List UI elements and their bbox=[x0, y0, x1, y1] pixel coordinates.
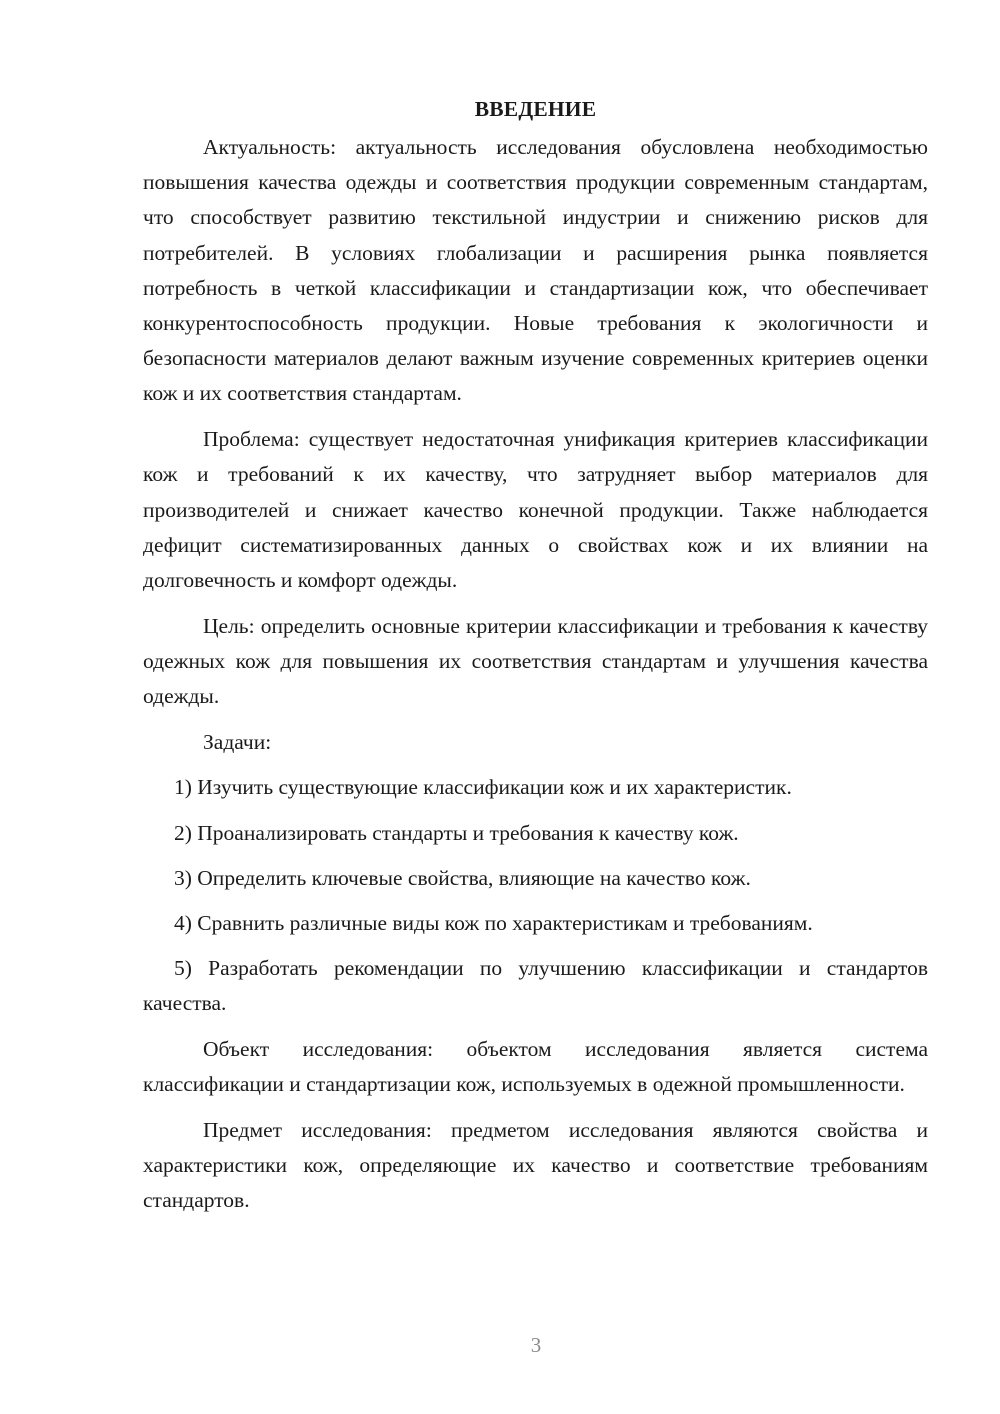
subject-paragraph: Предмет исследования: предметом исследования являются свойства и характеристики кож, определяющие их качество и соответствие требованиям стандартов. bbox=[143, 1117, 928, 1212]
tasks-heading: Задачи: bbox=[203, 729, 272, 754]
object-paragraph: Объект исследования: объектом исследования является система классификации и стандартизации кож, используемых в одежной промышленности. bbox=[143, 1036, 928, 1096]
task-item-5: 5) Разработать рекомендации по улучшению классификации и стандартов качества. bbox=[143, 956, 928, 1016]
task-item-2: 2) Проанализировать стандарты и требования к качеству кож. bbox=[174, 820, 739, 845]
task-item-1: 1) Изучить существующие классификации кож и их характеристик. bbox=[174, 775, 792, 800]
actuality-paragraph: Актуальность: актуальность исследования обусловлена необходимостью повышения качества одежды и соответствия продукции современным стандартам, что способствует развитию текстильной индустрии и снижению рисков для потребителей. В условиях глобализации и расширения рынка появляется потребность в четкой классификации и стандартизации кож, что обеспечивает конкурентоспособность продукции. Новые требования к экологичности и безопасности материалов делают важным изучение современных критериев оценки кож и их соответствия стандартам. bbox=[143, 135, 928, 406]
problem-paragraph: Проблема: существует недостаточная унификация критериев классификации кож и требований к их качеству, что затрудняет выбор материалов для производителей и снижает качество конечной продукции. Также наблюдается дефицит систематизированных данных о свойствах кож и их влиянии на долговечность и комфорт одежды. bbox=[143, 427, 928, 592]
goal-paragraph: Цель: определить основные критерии классификации и требования к качеству одежных кож для повышения их соответствия стандартам и улучшения качества одежды. bbox=[143, 613, 928, 709]
task-item-4: 4) Сравнить различные виды кож по характеристикам и требованиям. bbox=[174, 911, 813, 936]
page-number: 3 bbox=[530, 1333, 542, 1357]
document-page bbox=[143, 92, 928, 1229]
task-item-3: 3) Определить ключевые свойства, влияющие на качество кож. bbox=[174, 865, 751, 890]
section-title: ВВЕДЕНИЕ bbox=[474, 97, 597, 121]
